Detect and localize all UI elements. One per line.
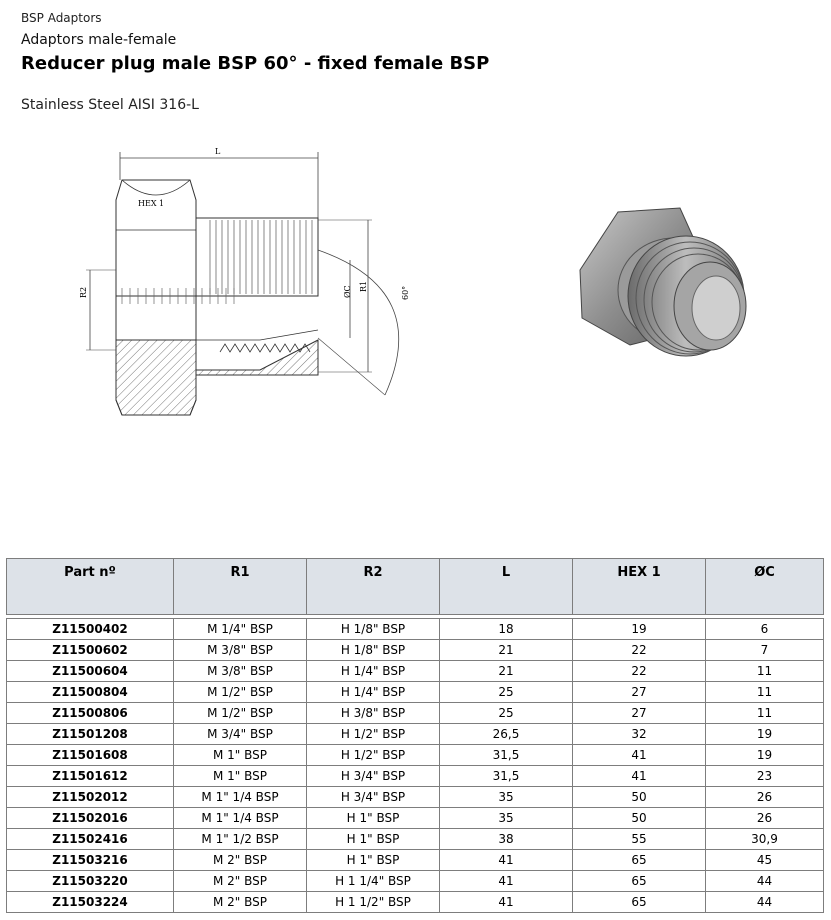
cell-l: 35 — [440, 787, 573, 808]
subcategory: Adaptors male-female — [21, 32, 177, 48]
material-label: Stainless Steel AISI 316-L — [21, 97, 199, 113]
cell-part-number[interactable]: Z11503220 — [7, 871, 174, 892]
cell-r2: H 1" BSP — [307, 808, 440, 829]
cell-r2: H 1/2" BSP — [307, 745, 440, 766]
cell-hex1: 41 — [573, 766, 706, 787]
cell-l: 18 — [440, 619, 573, 640]
table-row — [7, 682, 824, 703]
cell-r2: H 1" BSP — [307, 850, 440, 871]
cell-r2: H 1 1/4" BSP — [307, 871, 440, 892]
table-row — [7, 619, 824, 640]
cell-part-number[interactable]: Z11500804 — [7, 682, 174, 703]
cell-r1: M 1" BSP — [174, 766, 307, 787]
cell-r2: H 1/2" BSP — [307, 724, 440, 745]
cell-r1: M 2" BSP — [174, 892, 307, 913]
diameter-c-label: ØC — [343, 285, 352, 298]
part-spec-table — [6, 558, 824, 913]
cell-r1: M 1" BSP — [174, 745, 307, 766]
cell-hex1: 27 — [573, 682, 706, 703]
r2-label: R2 — [79, 286, 88, 298]
cell-diameter-c: 11 — [706, 661, 824, 682]
cell-diameter-c: 11 — [706, 703, 824, 724]
cell-diameter-c: 7 — [706, 640, 824, 661]
cell-diameter-c: 6 — [706, 619, 824, 640]
cell-part-number[interactable]: Z11501208 — [7, 724, 174, 745]
table-header-row — [7, 559, 824, 615]
table-row — [7, 724, 824, 745]
cell-diameter-c: 30,9 — [706, 829, 824, 850]
table-row — [7, 703, 824, 724]
cell-diameter-c: 44 — [706, 892, 824, 913]
r1-label: R1 — [359, 280, 368, 292]
cell-hex1: 65 — [573, 871, 706, 892]
cell-l: 41 — [440, 892, 573, 913]
col-diameter-c: ØC — [706, 559, 824, 615]
cell-l: 41 — [440, 850, 573, 871]
cell-r2: H 3/8" BSP — [307, 703, 440, 724]
hex-label: HEX 1 — [138, 199, 165, 208]
cell-r2: H 1/8" BSP — [307, 619, 440, 640]
table-row — [7, 661, 824, 682]
cell-l: 38 — [440, 829, 573, 850]
cell-hex1: 50 — [573, 808, 706, 829]
cell-part-number[interactable]: Z11500402 — [7, 619, 174, 640]
cell-hex1: 19 — [573, 619, 706, 640]
product-3d-render — [570, 200, 760, 375]
cell-hex1: 22 — [573, 640, 706, 661]
cell-l: 31,5 — [440, 766, 573, 787]
cell-r1: M 3/8" BSP — [174, 640, 307, 661]
cell-part-number[interactable]: Z11500806 — [7, 703, 174, 724]
cell-r2: H 3/4" BSP — [307, 766, 440, 787]
cell-part-number[interactable]: Z11502012 — [7, 787, 174, 808]
cell-diameter-c: 45 — [706, 850, 824, 871]
table-row — [7, 829, 824, 850]
table-row — [7, 640, 824, 661]
cell-part-number[interactable]: Z11503216 — [7, 850, 174, 871]
col-r1: R1 — [174, 559, 307, 615]
cell-hex1: 50 — [573, 787, 706, 808]
cell-r1: M 1" 1/2 BSP — [174, 829, 307, 850]
table-row — [7, 766, 824, 787]
cell-r1: M 1" 1/4 BSP — [174, 808, 307, 829]
col-part-number: Part nº — [7, 559, 174, 615]
cell-part-number[interactable]: Z11502016 — [7, 808, 174, 829]
cell-hex1: 27 — [573, 703, 706, 724]
cell-diameter-c: 26 — [706, 808, 824, 829]
cell-diameter-c: 19 — [706, 724, 824, 745]
cell-hex1: 22 — [573, 661, 706, 682]
table-row — [7, 745, 824, 766]
cell-l: 41 — [440, 871, 573, 892]
cell-l: 35 — [440, 808, 573, 829]
cell-part-number[interactable]: Z11500602 — [7, 640, 174, 661]
cell-hex1: 65 — [573, 892, 706, 913]
angle-label: 60° — [401, 285, 410, 300]
cell-r1: M 1/2" BSP — [174, 703, 307, 724]
cell-diameter-c: 26 — [706, 787, 824, 808]
col-hex1: HEX 1 — [573, 559, 706, 615]
cell-r1: M 1/2" BSP — [174, 682, 307, 703]
cell-r2: H 1/8" BSP — [307, 640, 440, 661]
cell-l: 25 — [440, 682, 573, 703]
cell-r1: M 3/4" BSP — [174, 724, 307, 745]
cell-part-number[interactable]: Z11501612 — [7, 766, 174, 787]
cell-r2: H 1/4" BSP — [307, 682, 440, 703]
cell-l: 31,5 — [440, 745, 573, 766]
cell-hex1: 55 — [573, 829, 706, 850]
table-row — [7, 871, 824, 892]
cell-part-number[interactable]: Z11502416 — [7, 829, 174, 850]
col-r2: R2 — [307, 559, 440, 615]
cell-r1: M 1/4" BSP — [174, 619, 307, 640]
cell-l: 21 — [440, 640, 573, 661]
cell-part-number[interactable]: Z11503224 — [7, 892, 174, 913]
cell-diameter-c: 11 — [706, 682, 824, 703]
col-l: L — [440, 559, 573, 615]
cell-part-number[interactable]: Z11501608 — [7, 745, 174, 766]
cell-r1: M 2" BSP — [174, 850, 307, 871]
technical-drawing — [60, 140, 440, 430]
breadcrumb[interactable]: BSP Adaptors — [21, 11, 102, 25]
cell-r2: H 1 1/2" BSP — [307, 892, 440, 913]
cell-diameter-c: 44 — [706, 871, 824, 892]
cell-diameter-c: 19 — [706, 745, 824, 766]
cell-r1: M 1" 1/4 BSP — [174, 787, 307, 808]
cell-r2: H 1/4" BSP — [307, 661, 440, 682]
cell-part-number[interactable]: Z11500604 — [7, 661, 174, 682]
table-row — [7, 787, 824, 808]
cell-r1: M 3/8" BSP — [174, 661, 307, 682]
cell-hex1: 65 — [573, 850, 706, 871]
cell-r2: H 1" BSP — [307, 829, 440, 850]
dim-l-label: L — [215, 147, 221, 156]
cell-hex1: 32 — [573, 724, 706, 745]
cell-hex1: 41 — [573, 745, 706, 766]
cell-r1: M 2" BSP — [174, 871, 307, 892]
table-row — [7, 850, 824, 871]
cell-l: 25 — [440, 703, 573, 724]
page-title: Reducer plug male BSP 60° - fixed female BSP — [21, 53, 490, 74]
table-row — [7, 892, 824, 913]
cell-diameter-c: 23 — [706, 766, 824, 787]
cell-r2: H 3/4" BSP — [307, 787, 440, 808]
cell-l: 21 — [440, 661, 573, 682]
table-row — [7, 808, 824, 829]
cell-l: 26,5 — [440, 724, 573, 745]
